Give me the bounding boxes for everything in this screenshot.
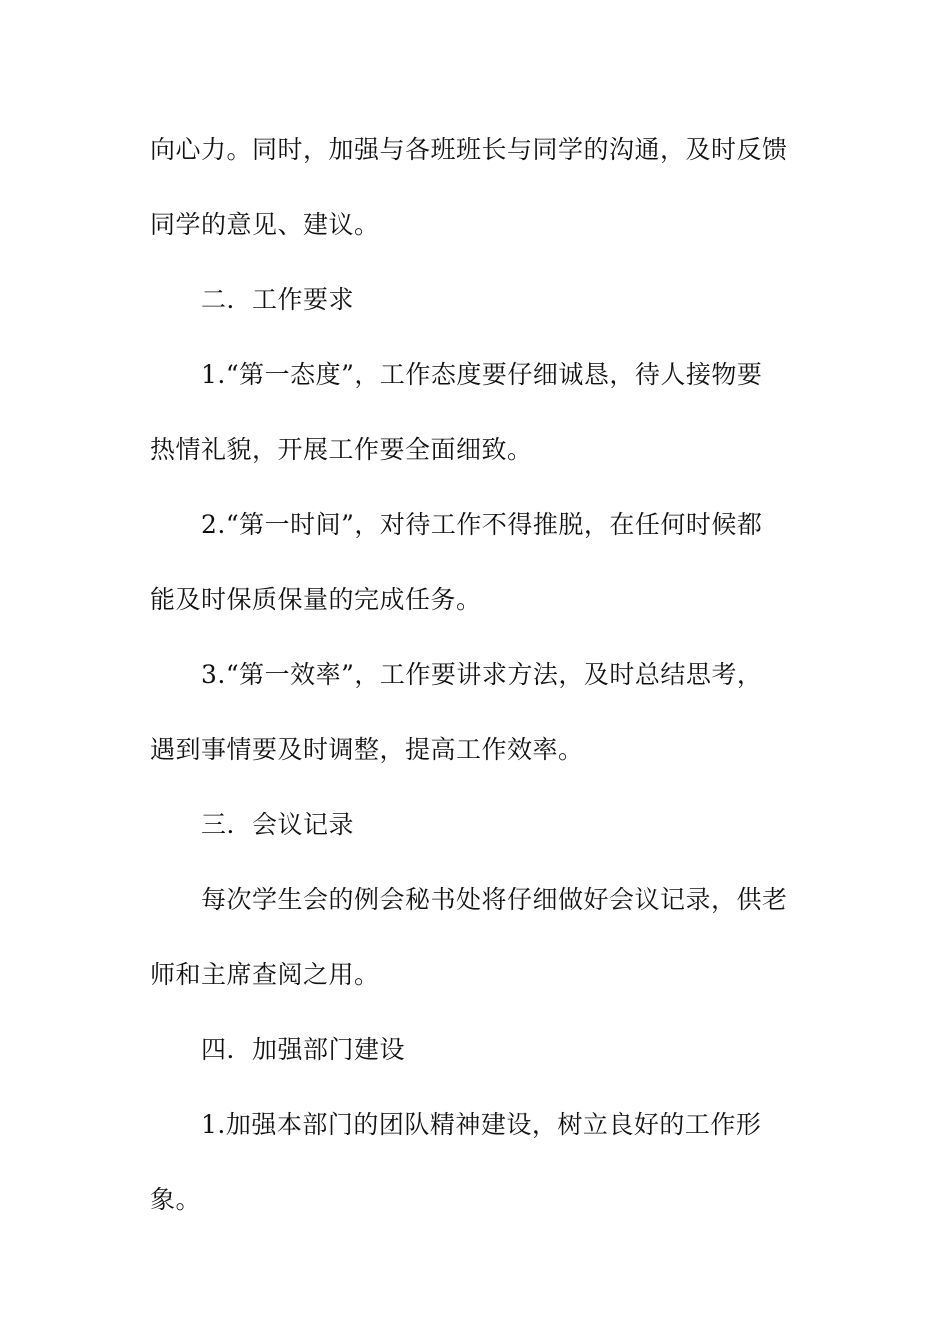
paragraph-line: 1.加强本部门的团队精神建设，树立良好的工作形 xyxy=(201,1110,762,1139)
paragraph-line: 向心力。同时，加强与各班班长与同学的沟通，及时反馈 xyxy=(150,135,788,164)
section-heading: 四．加强部门建设 xyxy=(201,1035,406,1064)
section-heading: 三．会议记录 xyxy=(201,810,355,839)
paragraph-line: 能及时保质保量的完成任务。 xyxy=(150,585,482,614)
paragraph-line: 热情礼貌，开展工作要全面细致。 xyxy=(150,435,533,464)
paragraph-line: 每次学生会的例会秘书处将仔细做好会议记录，供老 xyxy=(201,885,788,914)
section-heading: 二．工作要求 xyxy=(201,285,355,314)
paragraph-line: 1.“第一态度”，工作态度要仔细诚恳，待人接物要 xyxy=(201,360,763,389)
paragraph-line: 2.“第一时间”，对待工作不得推脱，在任何时候都 xyxy=(201,510,763,539)
paragraph-line: 师和主席查阅之用。 xyxy=(150,960,380,989)
paragraph-line: 象。 xyxy=(150,1185,202,1214)
paragraph-line: 遇到事情要及时调整，提高工作效率。 xyxy=(150,735,584,764)
paragraph-line: 3.“第一效率”，工作要讲求方法，及时总结思考， xyxy=(201,660,763,689)
paragraph-line: 同学的意见、建议。 xyxy=(150,210,380,239)
